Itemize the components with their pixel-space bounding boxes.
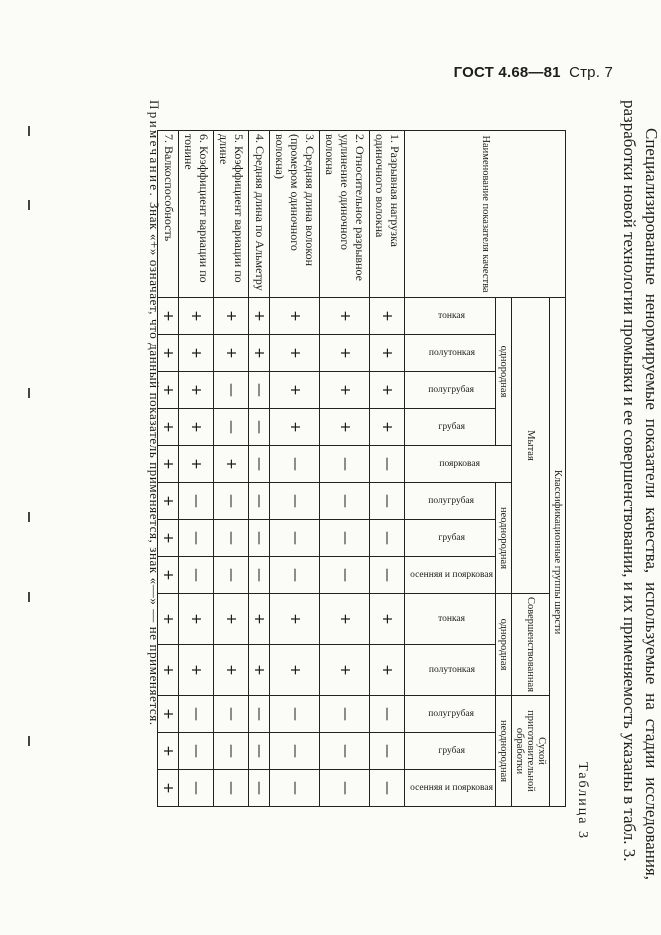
applicability-mark: — [320, 446, 370, 483]
applicability-mark: + [370, 594, 405, 645]
indicator-name: 7. Валкоспособность [158, 131, 179, 298]
applicability-mark: + [179, 645, 214, 696]
applicability-mark: — [214, 770, 249, 807]
column-header: полугрубая [405, 372, 496, 409]
applicability-mark: — [214, 483, 249, 520]
column-header: полугрубая [405, 483, 496, 520]
column-header: грубая [405, 520, 496, 557]
standard-title: ГОСТ 4.68—81 [453, 64, 561, 81]
group-combined: Совершенствованная [512, 594, 550, 696]
applicability-mark: — [179, 520, 214, 557]
applicability-mark: + [214, 645, 249, 696]
applicability-mark: + [158, 770, 179, 807]
applicability-mark: + [370, 298, 405, 335]
applicability-mark: + [158, 520, 179, 557]
applicability-mark: — [270, 483, 320, 520]
applicability-mark: — [214, 733, 249, 770]
table-row [214, 131, 249, 807]
indicator-name-header: Наименование показателя качества [405, 131, 566, 298]
applicability-mark: + [320, 409, 370, 446]
applicability-mark: — [320, 733, 370, 770]
table-row [179, 131, 214, 807]
margin-mark [28, 126, 30, 136]
classification-header: Классификационные группы шерсти [550, 298, 566, 807]
applicability-mark: + [370, 335, 405, 372]
applicability-mark: — [320, 696, 370, 733]
applicability-mark: + [270, 594, 320, 645]
applicability-mark: — [270, 696, 320, 733]
applicability-mark: — [249, 770, 270, 807]
applicability-mark: + [179, 594, 214, 645]
applicability-mark: — [320, 483, 370, 520]
column-header: поярковая [405, 446, 512, 483]
margin-mark [28, 512, 30, 522]
applicability-mark: + [270, 645, 320, 696]
applicability-mark: — [270, 557, 320, 594]
applicability-mark: + [320, 298, 370, 335]
applicability-mark: — [179, 696, 214, 733]
applicability-mark: — [270, 446, 320, 483]
applicability-mark: + [320, 372, 370, 409]
applicability-mark: — [249, 733, 270, 770]
applicability-mark: + [249, 645, 270, 696]
applicability-mark: — [270, 733, 320, 770]
column-header: осенняя и поярковая [405, 557, 496, 594]
subgroup-nonuniform: неоднородная [496, 483, 512, 594]
applicability-mark: + [214, 335, 249, 372]
indicator-name: 5. Коэффициент вариации по длине [214, 131, 249, 298]
applicability-mark: — [370, 557, 405, 594]
page-number: Стр. 7 [569, 64, 613, 81]
applicability-mark: — [270, 520, 320, 557]
applicability-mark: + [158, 594, 179, 645]
applicability-mark: + [249, 298, 270, 335]
applicability-mark: — [179, 770, 214, 807]
applicability-mark: + [370, 372, 405, 409]
table-row [320, 131, 370, 807]
applicability-mark: + [158, 733, 179, 770]
applicability-mark: — [370, 696, 405, 733]
applicability-mark: + [179, 372, 214, 409]
table-row [270, 131, 320, 807]
applicability-mark: + [179, 409, 214, 446]
applicability-mark: — [214, 372, 249, 409]
intro-paragraph: Специализированные ненормируемые показатели качества, используемые на стадии исследования, разработки новой технологии промывки и ее совершенствовании, и их применяемость указаны в табл. 3. [620, 100, 661, 880]
applicability-mark: + [214, 594, 249, 645]
applicability-mark: + [179, 446, 214, 483]
column-header: тонкая [405, 594, 496, 645]
applicability-mark: — [370, 770, 405, 807]
applicability-mark: — [214, 520, 249, 557]
table-note [146, 100, 162, 880]
column-header: осенняя и поярковая [405, 770, 496, 807]
margin-mark [28, 388, 30, 398]
applicability-mark: + [270, 298, 320, 335]
applicability-mark: + [158, 483, 179, 520]
applicability-mark: — [370, 483, 405, 520]
applicability-mark: — [179, 733, 214, 770]
column-header: полутонкая [405, 335, 496, 372]
applicability-mark: — [249, 372, 270, 409]
applicability-mark: + [158, 645, 179, 696]
column-header: грубая [405, 733, 496, 770]
applicability-mark: + [158, 557, 179, 594]
applicability-mark: — [320, 770, 370, 807]
applicability-mark: — [370, 520, 405, 557]
applicability-mark: + [158, 372, 179, 409]
applicability-mark: — [249, 557, 270, 594]
indicator-name: 1. Разрывная нагрузка одиночного волокна [370, 131, 405, 298]
applicability-mark: — [249, 483, 270, 520]
table-row [370, 131, 405, 807]
group-dry: Сухой приготовительной обработки [512, 696, 550, 807]
applicability-mark: + [158, 298, 179, 335]
applicability-mark: — [179, 483, 214, 520]
applicability-mark: + [320, 594, 370, 645]
margin-mark [28, 592, 30, 602]
applicability-mark: + [370, 645, 405, 696]
applicability-mark: — [214, 557, 249, 594]
applicability-mark: — [320, 557, 370, 594]
column-header: полугрубая [405, 696, 496, 733]
table-row [249, 131, 270, 807]
table-number: Таблица 3 [575, 762, 590, 840]
applicability-mark: — [370, 733, 405, 770]
applicability-mark: + [158, 446, 179, 483]
indicator-name: 4. Средняя длина по Альметру [249, 131, 270, 298]
applicability-mark: — [249, 696, 270, 733]
indicator-name: 2. Относительное разрывное удлинение одиночного волокна [320, 131, 370, 298]
applicability-mark: + [270, 372, 320, 409]
applicability-mark: — [249, 446, 270, 483]
note-text: Знак «+» означает, что данный показатель применяется, знак «—» — не применяется. [147, 202, 162, 726]
applicability-mark: + [179, 335, 214, 372]
note-label: Примечание. [147, 100, 162, 199]
table-body [158, 131, 405, 807]
subgroup-uniform: однородная [496, 298, 512, 446]
applicability-mark: + [214, 298, 249, 335]
applicability-mark: — [320, 520, 370, 557]
applicability-mark: — [270, 770, 320, 807]
rotated-content [102, 100, 661, 900]
group-washed: Мытая [512, 298, 550, 594]
column-header: грубая [405, 409, 496, 446]
quality-indicators-table [157, 130, 566, 807]
applicability-mark: + [249, 594, 270, 645]
applicability-mark: + [320, 645, 370, 696]
applicability-mark: + [370, 409, 405, 446]
column-header: полутонкая [405, 645, 496, 696]
subgroup-uniform: однородная [496, 594, 512, 696]
applicability-mark: + [270, 409, 320, 446]
applicability-mark: — [179, 557, 214, 594]
indicator-name: 3. Средняя длина волокон (промером одиночного волокна) [270, 131, 320, 298]
applicability-mark: + [179, 298, 214, 335]
applicability-mark: + [158, 696, 179, 733]
applicability-mark: + [158, 409, 179, 446]
margin-mark [28, 200, 30, 210]
applicability-mark: — [214, 696, 249, 733]
applicability-mark: + [249, 335, 270, 372]
column-header: тонкая [405, 298, 496, 335]
indicator-name: 6. Коэффициент вариации по тонине [179, 131, 214, 298]
subgroup-nonuniform: неоднородная [496, 696, 512, 807]
applicability-mark: + [214, 446, 249, 483]
margin-mark [28, 736, 30, 746]
applicability-mark: + [270, 335, 320, 372]
applicability-mark: — [370, 446, 405, 483]
applicability-mark: + [320, 335, 370, 372]
applicability-mark: — [249, 409, 270, 446]
applicability-mark: — [249, 520, 270, 557]
applicability-mark: — [214, 409, 249, 446]
applicability-mark: + [158, 335, 179, 372]
